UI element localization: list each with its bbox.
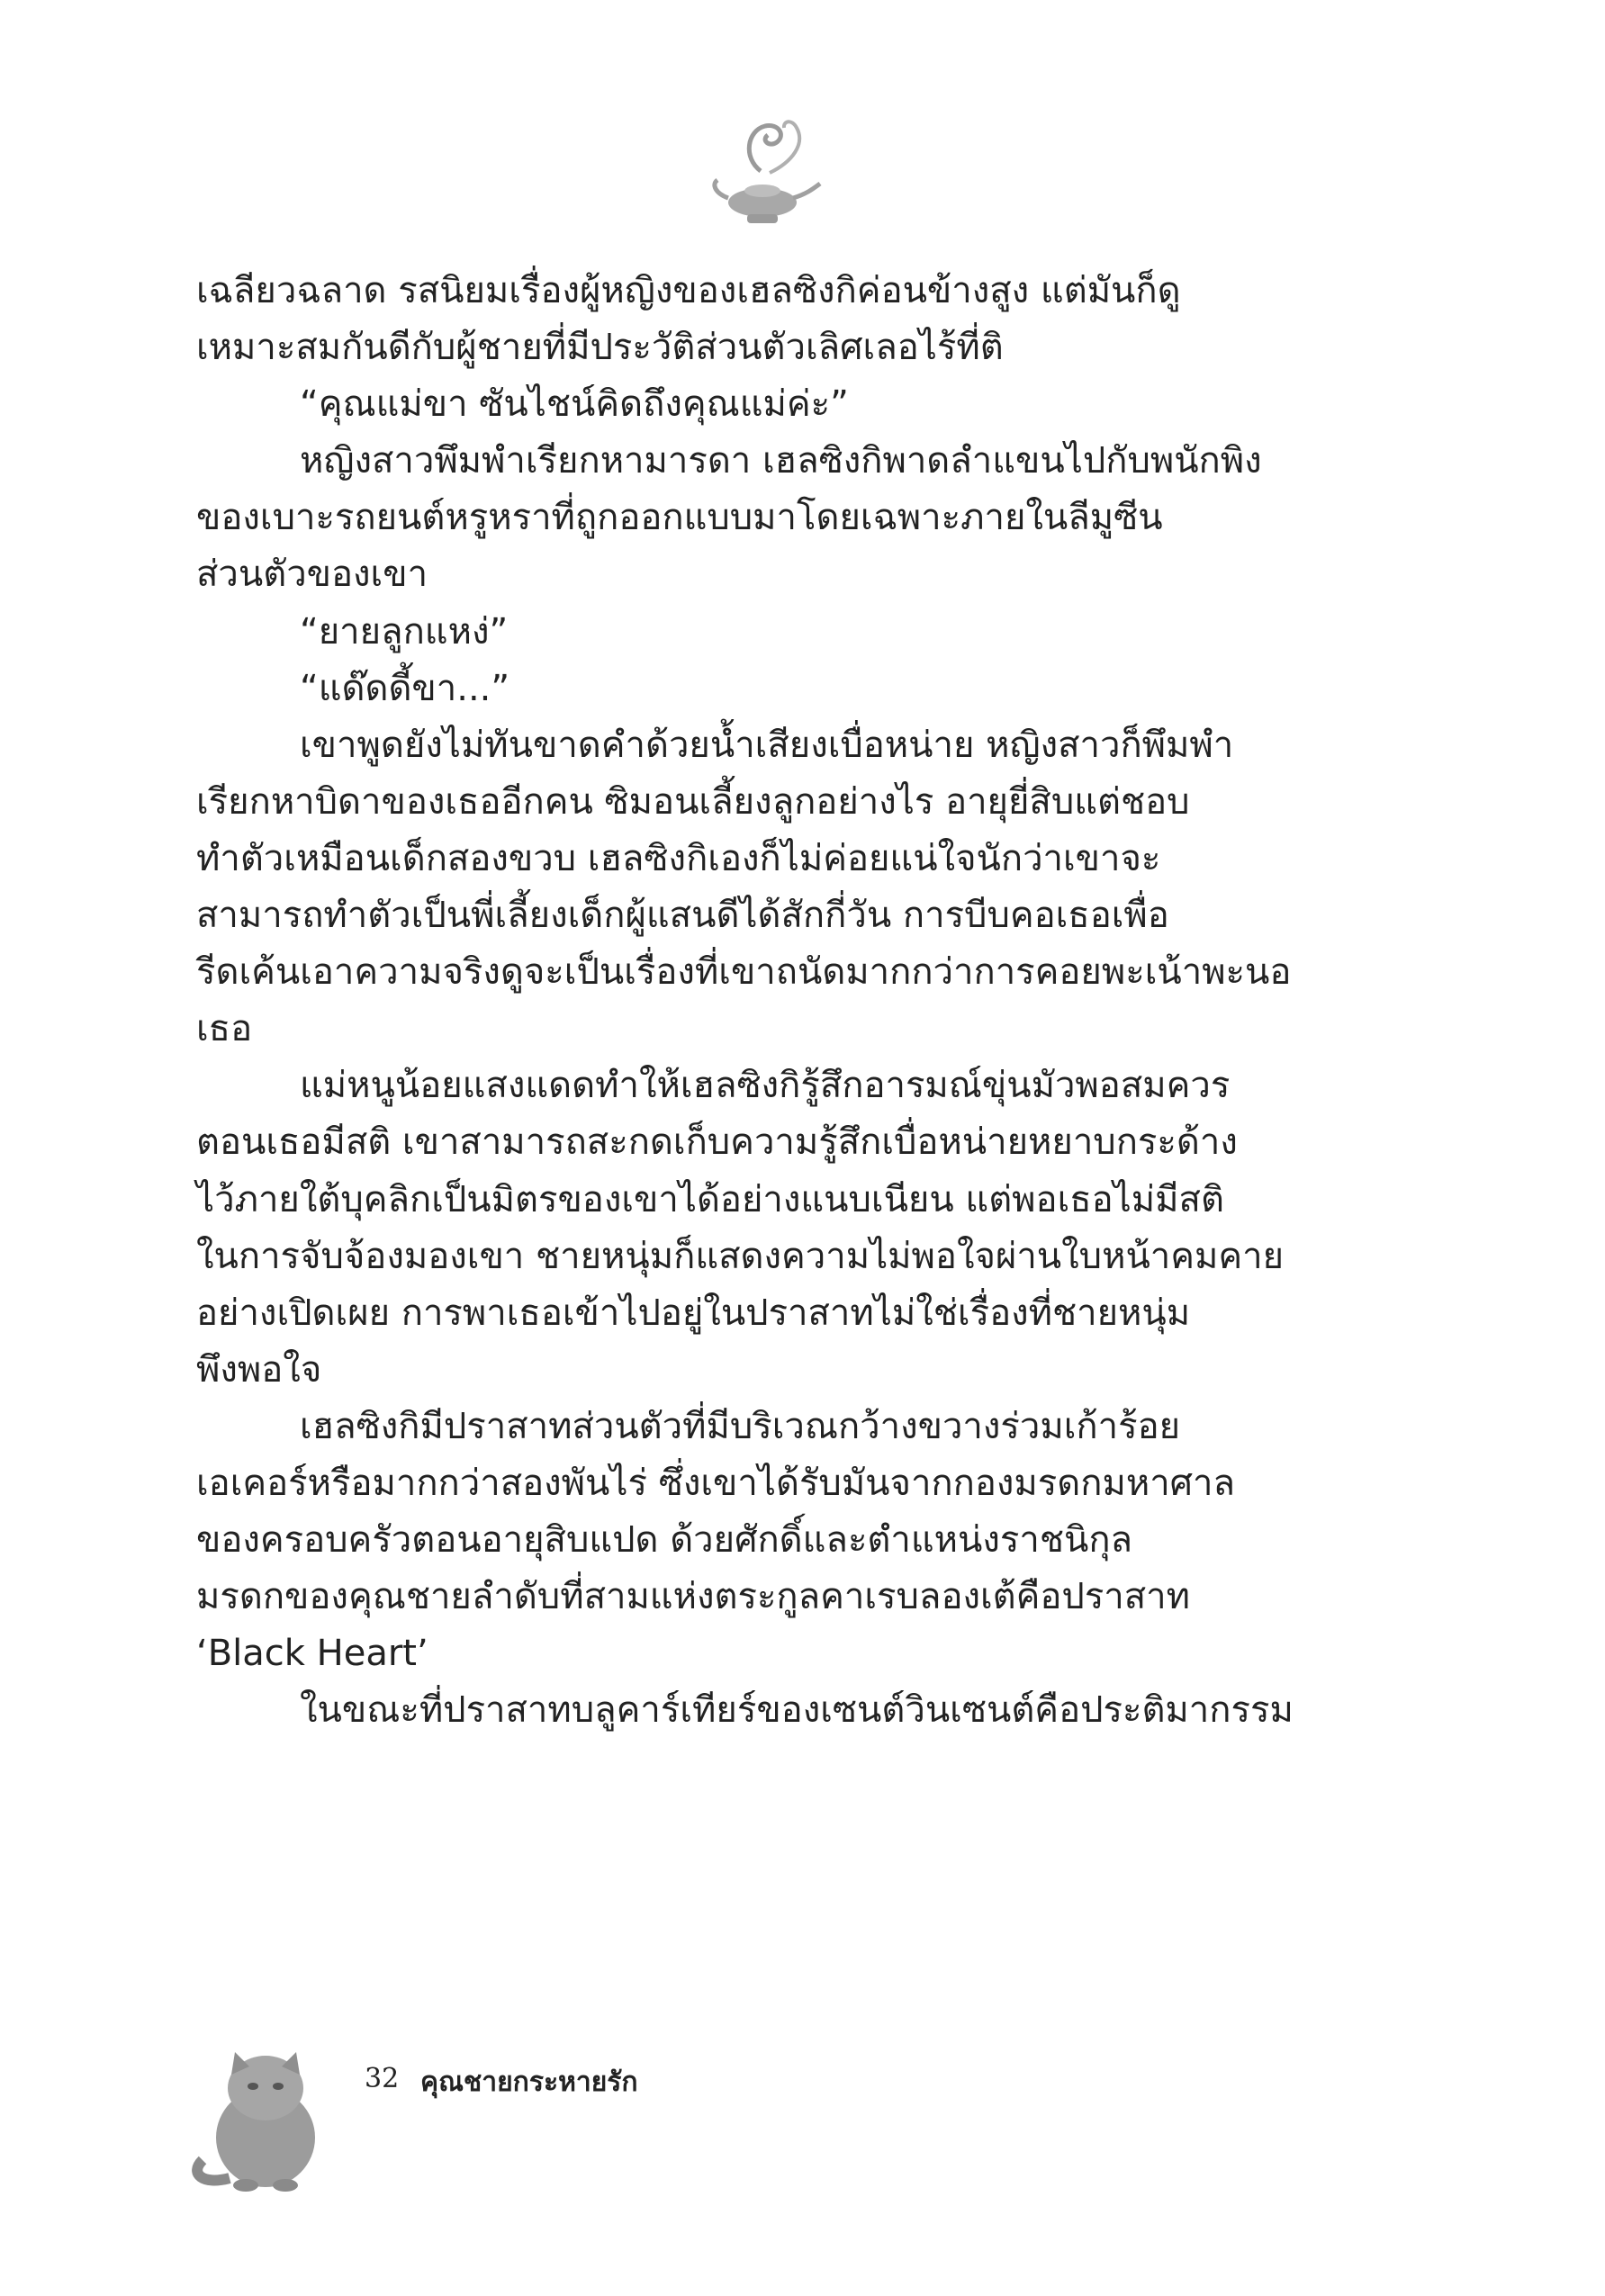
text-line: ในขณะที่ปราสาทบลูคาร์เทียร์ของเซนต์วินเซนต์คือประติมากรรม — [300, 1689, 1294, 1732]
text-line: หญิงสาวพึมพำเรียกหามารดา เฮลซิงกิพาดลำแขนไปกับพนักพิง — [300, 440, 1262, 482]
magic-lamp-icon — [707, 108, 824, 234]
text-line: “ยายลูกแหง่” — [300, 610, 509, 653]
text-line: เรียกหาบิดาของเธออีกคน ซิมอนเลี้ยงลูกอย่างไร อายุยี่สิบแต่ชอบ — [196, 780, 1190, 823]
text-line: แม่หนูน้อยแสงแดดทำให้เฮลซิงกิรู้สึกอารมณ์ขุ่นมัวพอสมควร — [300, 1065, 1231, 1107]
text-line: เหมาะสมกันดีกับผู้ชายที่มีประวัติส่วนตัวเลิศเลอไร้ที่ติ — [196, 327, 1004, 369]
text-line: เอเคอร์หรือมากกว่าสองพันไร่ ซึ่งเขาได้รับมันจากกองมรดกมหาศาล — [196, 1462, 1236, 1504]
text-line: ‘Black Heart’ — [196, 1633, 428, 1675]
text-line: “แด๊ดดี้ขา...” — [300, 667, 510, 709]
text-line: สามารถทำตัวเป็นพี่เลี้ยงเด็กผู้แสนดีได้สักกี่วัน การบีบคอเธอเพื่อ — [196, 895, 1169, 937]
page-footer — [176, 2025, 806, 2196]
text-line: ในการจับจ้องมองเขา ชายหนุ่มก็แสดงความไม่พอใจผ่านใบหน้าคมคาย — [196, 1235, 1285, 1277]
text-line: พึงพอใจ — [196, 1348, 322, 1391]
text-line: เฮลซิงกิมีปราสาทส่วนตัวที่มีบริเวณกว้างขวางร่วมเก้าร้อย — [300, 1405, 1181, 1447]
page-number: 32 — [365, 2063, 400, 2094]
text-line: เฉลียวฉลาด รสนิยมเรื่องผู้หญิงของเฮลซิงกิค่อนข้างสูง แต่มันก็ดู — [196, 270, 1181, 311]
text-line: ไว้ภายใต้บุคลิกเป็นมิตรของเขาได้อย่างแนบเนียน แต่พอเธอไม่มีสติ — [196, 1178, 1224, 1220]
book-title: คุณชายกระหายรัก — [420, 2066, 638, 2098]
text-line: เธอ — [196, 1008, 253, 1050]
text-line: อย่างเปิดเผย การพาเธอเข้าไปอยู่ในปราสาทไม่ใช่เรื่องที่ชายหนุ่ม — [196, 1292, 1191, 1334]
text-line: ทำตัวเหมือนเด็กสองขวบ เฮลซิงกิเองก็ไม่ค่อยแน่ใจนักว่าเขาจะ — [196, 837, 1161, 879]
text-line: ของครอบครัวตอนอายุสิบแปด ด้วยศักดิ์และตำแหน่งราชนิกุล — [196, 1519, 1133, 1562]
text-line: เขาพูดยังไม่ทันขาดคำด้วยน้ำเสียงเบื่อหน่าย หญิงสาวก็พึมพำ — [300, 724, 1234, 766]
text-line: รีดเค้นเอาความจริงดูจะเป็นเรื่องที่เขาถนัดมากกว่าการคอยพะเน้าพะนอ — [196, 951, 1292, 994]
body-text — [196, 263, 1339, 1739]
text-line: “คุณแม่ขา ซันไชน์คิดถึงคุณแม่ค่ะ” — [300, 383, 849, 426]
text-line: ของเบาะรถยนต์หรูหราที่ถูกออกแบบมาโดยเฉพาะภายในลีมูซีน — [196, 497, 1163, 539]
cat-icon — [176, 2025, 356, 2196]
text-line: ส่วนตัวของเขา — [196, 554, 428, 596]
text-line: ตอนเธอมีสติ เขาสามารถสะกดเก็บความรู้สึกเบื่อหน่ายหยาบกระด้าง — [196, 1121, 1238, 1164]
text-line: มรดกของคุณชายลำดับที่สามแห่งตระกูลคาเรบลองเต้คือปราสาท — [196, 1576, 1191, 1618]
